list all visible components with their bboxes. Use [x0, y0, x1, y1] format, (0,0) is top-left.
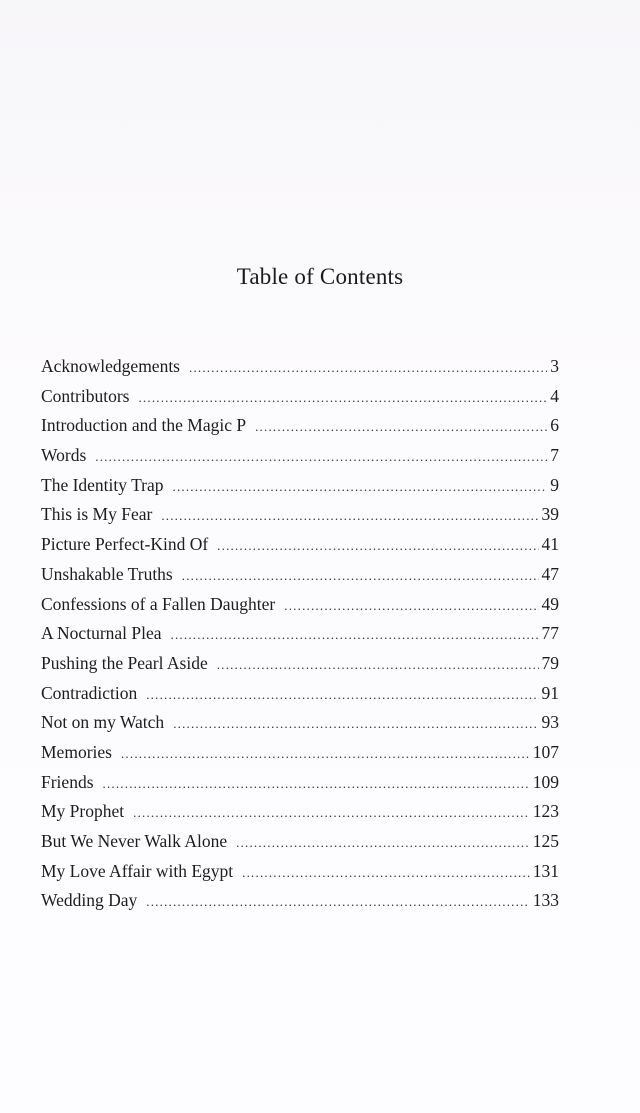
- dot-leader: [255, 412, 547, 442]
- dot-leader: [284, 591, 538, 621]
- toc-entry-page: 79: [541, 652, 559, 673]
- table-of-contents: [41, 352, 559, 916]
- dot-leader: [146, 680, 538, 710]
- toc-entry-page: 47: [541, 563, 559, 584]
- toc-entry[interactable]: [41, 886, 559, 916]
- toc-entry[interactable]: [41, 768, 559, 798]
- toc-entry-title: My Prophet: [41, 801, 125, 822]
- toc-entry[interactable]: [41, 352, 559, 382]
- dot-leader: [171, 620, 539, 650]
- dot-leader: [95, 442, 547, 472]
- toc-entry-page: 4: [550, 385, 559, 406]
- toc-entry-page: 133: [532, 890, 559, 911]
- toc-entry[interactable]: [41, 411, 559, 441]
- toc-entry-page: 91: [541, 682, 559, 703]
- toc-entry-title: Words: [41, 445, 87, 466]
- toc-entry[interactable]: [41, 441, 559, 471]
- toc-entry-page: 3: [550, 356, 559, 376]
- toc-entry[interactable]: [41, 500, 559, 530]
- toc-entry-title: Pushing the Pearl Aside: [41, 652, 208, 673]
- toc-entry-page: 125: [532, 831, 559, 851]
- toc-entry-page: 109: [532, 771, 559, 792]
- toc-entry-title: Contradiction: [41, 682, 138, 703]
- toc-entry-title: Confessions of a Fallen Daughter: [41, 593, 276, 614]
- dot-leader: [217, 650, 539, 680]
- toc-entry-title: Picture Perfect-Kind Of: [41, 534, 209, 555]
- toc-entry-page: 123: [532, 801, 559, 822]
- toc-entry-page: 7: [550, 445, 559, 466]
- dot-leader: [236, 828, 530, 858]
- toc-entry[interactable]: [41, 708, 559, 738]
- toc-entry-title: This is My Fear: [41, 504, 153, 525]
- toc-entry[interactable]: [41, 560, 559, 590]
- toc-entry-title: Wedding Day: [41, 890, 138, 911]
- dot-leader: [182, 561, 539, 591]
- toc-entry[interactable]: [41, 619, 559, 649]
- toc-entry-title: Contributors: [41, 385, 130, 406]
- dot-leader: [173, 472, 548, 502]
- toc-entry-title: My Love Affair with Egypt: [41, 860, 234, 881]
- toc-entry[interactable]: [41, 471, 559, 501]
- dot-leader: [146, 887, 529, 917]
- toc-entry[interactable]: [41, 679, 559, 709]
- toc-entry-page: 41: [541, 534, 559, 555]
- dot-leader: [138, 383, 547, 413]
- toc-entry-title: Unshakable Truths: [41, 563, 173, 584]
- dot-leader: [161, 501, 538, 531]
- toc-entry[interactable]: [41, 382, 559, 412]
- dot-leader: [173, 709, 538, 739]
- dot-leader: [189, 353, 547, 383]
- toc-entry-title: Friends: [41, 771, 94, 792]
- toc-entry[interactable]: [41, 590, 559, 620]
- toc-entry[interactable]: [41, 649, 559, 679]
- toc-entry-page: 77: [541, 623, 559, 644]
- dot-leader: [133, 798, 530, 828]
- dot-leader: [121, 739, 530, 769]
- toc-entry-page: 6: [550, 415, 559, 436]
- toc-entry[interactable]: [41, 738, 559, 768]
- toc-entry-title: Not on my Watch: [41, 712, 165, 733]
- toc-entry-page: 39: [541, 504, 559, 525]
- dot-leader: [217, 531, 538, 561]
- toc-entry-page: 107: [532, 741, 559, 762]
- toc-entry-page: 131: [532, 860, 559, 881]
- toc-entry-title: Acknowledgements: [41, 356, 180, 376]
- toc-entry-page: 49: [541, 593, 559, 614]
- toc-entry[interactable]: [41, 797, 559, 827]
- toc-entry-title: The Identity Trap: [41, 474, 164, 495]
- toc-entry-page: 9: [550, 474, 559, 495]
- dot-leader: [242, 858, 530, 888]
- dot-leader: [103, 769, 530, 799]
- toc-entry-page: 93: [541, 712, 559, 733]
- toc-entry[interactable]: [41, 827, 559, 857]
- toc-entry-title: Introduction and the Magic P: [41, 415, 247, 436]
- toc-entry[interactable]: [41, 530, 559, 560]
- page-title: Table of Contents: [236, 264, 404, 289]
- toc-entry-title: Memories: [41, 741, 112, 762]
- toc-entry-title: But We Never Walk Alone: [41, 831, 228, 851]
- toc-entry[interactable]: [41, 857, 559, 887]
- toc-entry-title: A Nocturnal Plea: [41, 623, 162, 644]
